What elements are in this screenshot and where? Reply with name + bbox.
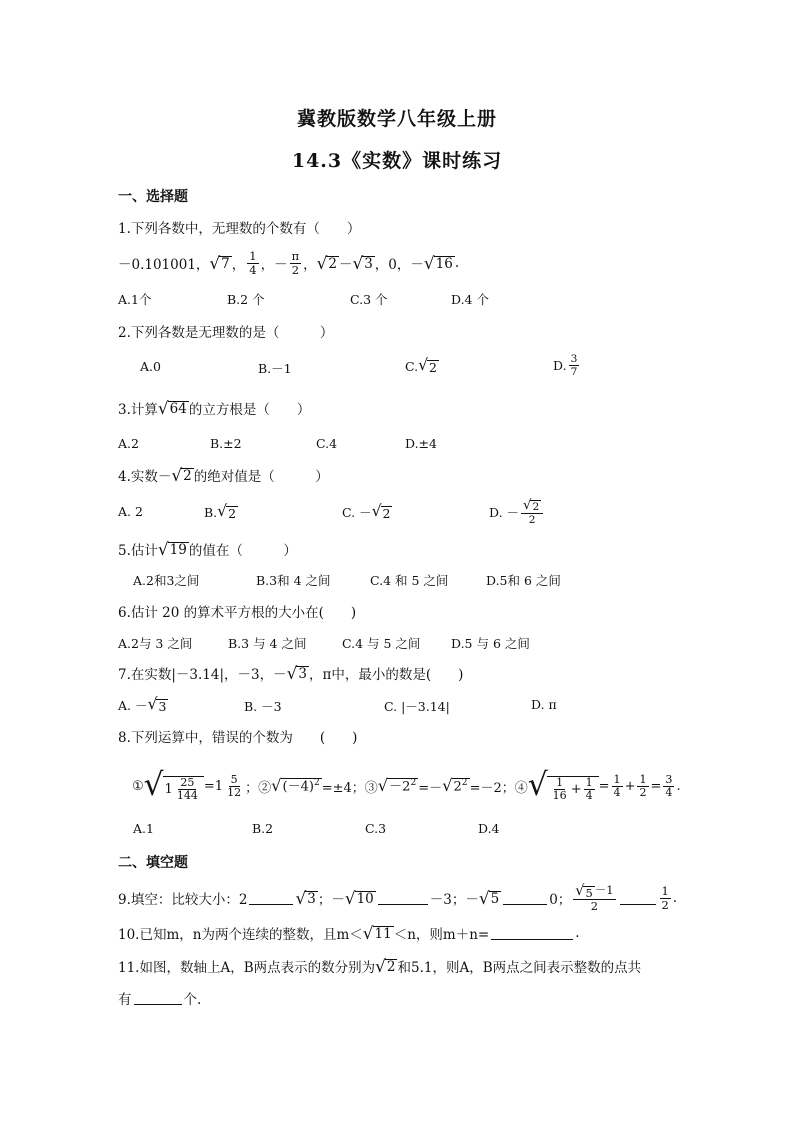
option-a: [118, 693, 168, 717]
radicand: 64: [169, 401, 187, 418]
sqrt-expression: √ 10: [344, 887, 374, 908]
sqrt-expression: √ 1 $\frac{25}{144}$: [144, 770, 204, 801]
fraction: [660, 885, 671, 910]
denominator: 12: [227, 785, 242, 799]
option-a: A.1个: [118, 292, 152, 307]
sqrt-expression: √ 7: [209, 252, 230, 273]
sqrt-expression: √ 3: [147, 695, 167, 714]
numerator: 1: [613, 772, 621, 786]
denominator: 4: [665, 785, 673, 799]
sqrt-expression: √ 19: [157, 538, 187, 559]
numerator: [573, 884, 615, 899]
denominator: 2: [661, 897, 669, 912]
option-a: A.2与 3 之间: [118, 636, 193, 651]
expr-text: =1: [203, 778, 224, 794]
numerator: 1: [661, 884, 669, 899]
option-d: [489, 492, 545, 532]
option-b: B.3 与 4 之间: [228, 636, 307, 651]
denominator: 2: [639, 785, 647, 799]
radicand: 3: [307, 891, 316, 908]
operator: +: [570, 781, 582, 797]
stem-text: .: [672, 890, 678, 906]
question-3-stem: [118, 396, 310, 420]
radicand: (－4): [282, 779, 314, 795]
option-c: C.4 和 5 之间: [370, 573, 449, 588]
fraction: [175, 777, 200, 801]
radicand: 3: [298, 666, 307, 683]
fraction: [612, 774, 623, 798]
numerator: 25: [180, 776, 195, 790]
answer-blank[interactable]: [134, 991, 182, 1006]
option-b: B.3和 4 之间: [256, 573, 331, 588]
question-10: [118, 921, 580, 945]
stem-text: 5.估计: [118, 543, 158, 559]
stem-text: 的绝对值是（ ）: [193, 469, 329, 485]
option-label: D. －: [489, 505, 520, 520]
sqrt-expression: √ 2: [523, 498, 540, 514]
stem-text: 11.如图，数轴上A，B两点表示的数分别为: [118, 960, 376, 976]
option-c: C.3: [365, 821, 387, 836]
stem-text: .: [575, 925, 580, 941]
q1-text: .: [454, 255, 460, 271]
denominator: 2: [528, 512, 536, 526]
sqrt-expression: √ 2: [375, 955, 396, 976]
operator: =: [650, 778, 662, 794]
option-b: [204, 500, 238, 524]
denominator: 2: [590, 898, 599, 913]
option-d: D.5 与 6 之间: [451, 636, 530, 651]
fraction: [225, 774, 243, 798]
question-6-stem: 6.估计 20 的算术平方根的大小在( ): [118, 605, 357, 621]
sqrt-expression: √ 2: [316, 252, 337, 273]
expr-text: .: [676, 778, 681, 794]
section-heading-choice: 一、选择题: [118, 189, 188, 205]
sqrt-expression: √ 3: [286, 662, 307, 683]
q1-text: ，: [303, 257, 317, 273]
radicand: 2: [328, 256, 337, 273]
sqrt-expression: √ $(-4)^2$: [271, 775, 320, 795]
expr-text: =－2；④: [469, 780, 528, 796]
numerator-rest: －1: [594, 883, 614, 898]
denominator: 4: [613, 785, 621, 799]
radicand: 2: [453, 779, 462, 795]
stem-text: －3；－: [429, 892, 479, 908]
section-heading-fill: 二、填空题: [118, 855, 188, 871]
sqrt-expression: √ $2^2$: [442, 775, 468, 795]
q1-text: －: [338, 257, 353, 273]
stem-text: 4.实数－: [118, 469, 172, 485]
question-8-expressions: [132, 760, 681, 812]
radicand: 2: [429, 359, 437, 375]
radicand: 3: [364, 256, 373, 273]
expr-text: =±4；③: [321, 780, 378, 796]
stem-text: 0；: [549, 892, 572, 908]
fraction: [573, 884, 615, 911]
numerator: 1: [249, 249, 257, 264]
option-a: A.1: [133, 821, 154, 836]
denominator: 2: [291, 262, 299, 277]
fraction: [521, 499, 543, 524]
radicand: 2: [382, 505, 391, 521]
stem-text: 10.已知m，n为两个连续的整数，且m＜: [118, 927, 363, 943]
sqrt-expression: √ 2: [418, 356, 437, 375]
fraction: [247, 250, 258, 275]
radicand: 2: [228, 505, 237, 521]
document-title: 冀教版数学八年级上册: [296, 108, 497, 130]
denominator: 4: [249, 262, 257, 277]
radicand: 2: [183, 468, 192, 485]
question-2-stem: 2.下列各数是无理数的是（ ）: [118, 325, 334, 341]
option-b: B.±2: [210, 436, 242, 451]
denominator: 16: [552, 789, 567, 802]
radicand: 10: [356, 891, 374, 908]
question-5-stem: [118, 537, 297, 561]
sqrt-expression: √ 5: [478, 887, 500, 908]
fraction: [637, 774, 648, 798]
option-d: D.4 个: [451, 292, 489, 307]
stem-text: ，π中，最小的数是( ): [308, 667, 464, 683]
sqrt-expression: √ 16: [423, 252, 453, 273]
denominator: 4: [585, 789, 593, 802]
expr-text: ；②: [245, 780, 272, 796]
exponent: 2: [410, 778, 417, 789]
answer-blank[interactable]: [378, 891, 428, 906]
stem-text: 的值在（ ）: [188, 543, 297, 559]
sqrt-expression: √ 2: [171, 464, 192, 485]
option-d: D. π: [531, 697, 557, 712]
q1-text: ，: [260, 257, 275, 273]
denominator: 7: [570, 364, 578, 378]
option-c: [405, 354, 439, 378]
q1-text: ，0，－: [374, 257, 424, 273]
option-b: B.－1: [258, 361, 292, 376]
option-c: C.4 与 5 之间: [342, 636, 421, 651]
stem-text: 的立方根是（ ）: [188, 402, 311, 418]
stem-text: 和5.1，则A，B两点之间表示整数的点共: [397, 960, 642, 976]
fraction: [663, 774, 674, 798]
stem-text: ＜n，则m＋n=: [393, 927, 490, 943]
question-11-line-2: [118, 986, 201, 1010]
option-a: A.0: [140, 359, 161, 374]
sqrt-expression: √ 2: [371, 502, 391, 521]
fraction: [551, 777, 569, 801]
numerator: 1: [585, 776, 593, 790]
operator: +: [624, 778, 636, 794]
radicand: 2: [532, 500, 540, 514]
exponent: 2: [461, 778, 468, 789]
sqrt-expression: √ 3: [295, 887, 316, 908]
q1-text: －: [274, 257, 288, 273]
radicand: 16: [435, 256, 453, 273]
option-b: B.2 个: [227, 292, 265, 307]
radicand: 7: [221, 256, 230, 273]
fraction: [569, 353, 580, 376]
answer-blank[interactable]: [491, 926, 573, 941]
question-1-numbers: [118, 250, 459, 276]
stem-text: 个.: [183, 992, 202, 1008]
fraction: [584, 777, 595, 801]
numerator: π: [291, 249, 300, 264]
sqrt-expression: √ 3: [352, 252, 373, 273]
option-label: A. －: [118, 698, 148, 713]
operator: =: [598, 778, 610, 794]
radicand: 19: [169, 542, 187, 559]
option-label: B.: [204, 504, 218, 520]
exponent: 2: [313, 778, 320, 789]
option-d: D.5和 6 之间: [486, 573, 561, 588]
sqrt-expression: √ 64: [157, 397, 187, 418]
sqrt-expression: √ $-2^2$: [377, 775, 417, 795]
whole-part: 1: [164, 781, 173, 797]
q1-text: －0.101001，: [118, 257, 210, 273]
stem-text: 有: [118, 992, 132, 1008]
option-a: A. 2: [118, 504, 143, 519]
option-label: C.: [405, 358, 419, 374]
question-1-stem: 1.下列各数中，无理数的个数有（ ）: [118, 221, 361, 237]
option-c: C. |－3.14|: [384, 699, 450, 714]
sqrt-expression: √ 2: [217, 502, 237, 521]
option-label: C. －: [342, 505, 372, 520]
sqrt-expression: √ $\frac{1}{16}$ + $\frac{1}{4}$: [528, 770, 599, 801]
numerator: 1: [556, 776, 564, 790]
stem-text: ；－: [317, 892, 345, 908]
numerator: 3: [665, 772, 673, 786]
stem-text: 7.在实数|－3.14|，－3，－: [118, 667, 287, 683]
option-b: B. －3: [244, 699, 282, 714]
numerator: 3: [570, 352, 578, 366]
radicand: 5: [585, 885, 593, 900]
option-label: D.: [553, 357, 567, 373]
option-b: B.2: [252, 821, 274, 836]
stem-text: 9.填空：比较大小：2: [118, 892, 248, 908]
radicand: 5: [490, 891, 500, 908]
sqrt-expression: √ 5: [575, 883, 593, 900]
circled-number: ①: [132, 778, 144, 794]
question-4-stem: [118, 463, 329, 487]
expr-text: =－: [418, 780, 443, 796]
radicand: 3: [158, 698, 167, 714]
option-d: D.±4: [405, 436, 437, 451]
radicand: 11: [374, 926, 392, 943]
numerator: 1: [639, 772, 647, 786]
sqrt-expression: √ 11: [362, 922, 392, 943]
option-d: D.4: [478, 821, 500, 836]
fraction: [290, 250, 302, 275]
document-subtitle: 14.3《实数》课时练习: [291, 150, 503, 172]
numerator: [521, 499, 543, 513]
answer-blank[interactable]: [503, 891, 547, 906]
numerator: 5: [230, 772, 238, 786]
radicand: 2: [386, 959, 396, 976]
option-c: C.3 个: [350, 292, 388, 307]
answer-blank[interactable]: [249, 891, 293, 906]
answer-blank[interactable]: [620, 891, 656, 906]
option-d: [553, 348, 581, 382]
question-7-stem: [118, 661, 463, 685]
stem-text: 3.计算: [118, 402, 158, 418]
q1-text: ，: [231, 257, 246, 273]
question-9: [118, 880, 677, 916]
option-c: C.4: [316, 436, 338, 451]
question-8-stem: 8.下列运算中，错误的个数为 ( ): [118, 730, 358, 746]
question-11-line-1: [118, 954, 641, 978]
denominator: 144: [176, 789, 198, 802]
option-a: A.2: [118, 436, 139, 451]
option-c: [342, 500, 392, 524]
radicand: －2: [389, 779, 411, 795]
option-a: A.2和3之间: [133, 573, 200, 588]
